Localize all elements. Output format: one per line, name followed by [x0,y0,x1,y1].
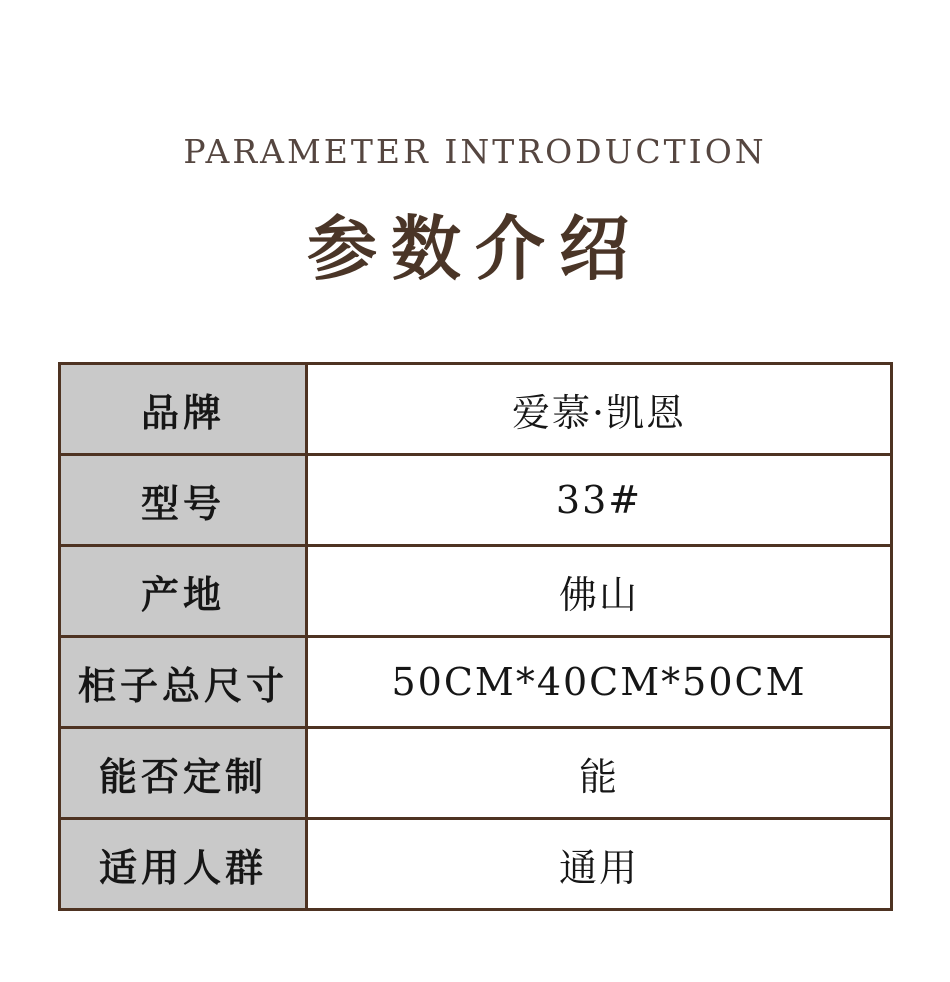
param-label: 柜子总尺寸 [61,638,308,726]
table-row-model [61,456,890,547]
param-value: 通用 [308,820,890,908]
table-row-origin [61,547,890,638]
param-value: 能 [308,729,890,817]
param-label: 型号 [61,456,308,544]
table-row-dimensions [61,638,890,729]
subtitle-english: PARAMETER INTRODUCTION [183,132,767,171]
param-label: 能否定制 [61,729,308,817]
param-label: 品牌 [61,365,308,453]
param-value: 33# [308,456,890,544]
param-label: 产地 [61,547,308,635]
table-row-customizable [61,729,890,820]
param-value: 佛山 [308,547,890,635]
param-value: 50CM*40CM*50CM [308,638,890,726]
page-title: 参数介绍 [307,207,643,290]
table-row-brand [61,365,890,456]
parameter-table [58,362,893,911]
param-label: 适用人群 [61,820,308,908]
table-row-applicable-users [61,820,890,911]
param-value: 爱慕·凯恩 [308,365,890,453]
